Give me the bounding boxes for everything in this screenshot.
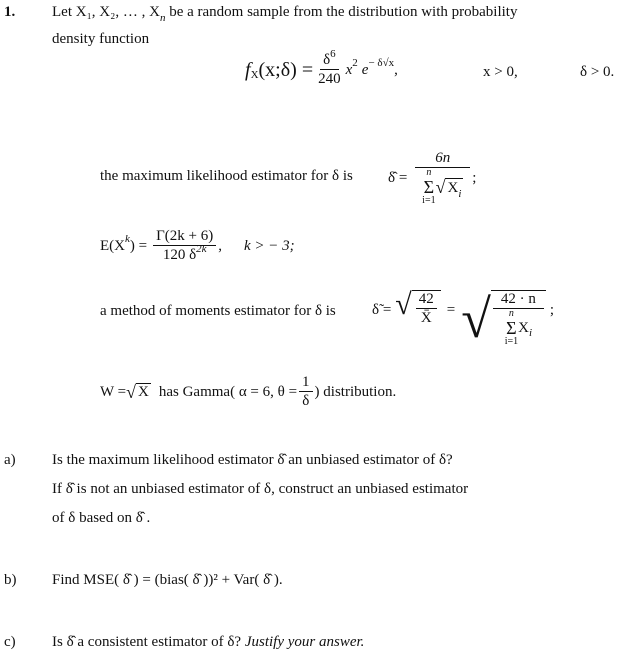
mom-sum-symbol: Σ — [506, 318, 517, 338]
part-a-line-2: If δ̂ is not an unbiased estimator of δ, construct an unbiased estimator — [52, 481, 469, 497]
mle-sqrt: √ $X_i$ — [435, 176, 462, 200]
mom-sqrt-2: √ 42 · n n Σ i=1 X i — [461, 290, 546, 349]
mle-radicand-sub: i — [458, 187, 462, 200]
mom-sum — [505, 309, 518, 347]
pdf-x: x — [345, 61, 353, 78]
intro-sample: Let X₁, X₂, … , X — [52, 4, 160, 20]
part-a-line-1: Is the maximum likelihood estimator δ̂ an unbiased estimator of δ? — [52, 452, 453, 468]
mom-sum-bottom: i=1 — [504, 336, 519, 347]
moment-lhs: E(X — [100, 237, 125, 254]
mle-text: the maximum likelihood estimator for δ is — [100, 168, 353, 184]
pdf-f-sub: X — [250, 69, 259, 82]
part-c-label: c) — [4, 634, 16, 650]
mom-f1-den: X̄ — [420, 310, 432, 327]
part-b-text: Find MSE( δ̂ ) = (bias( δ̂ ))² + Var( δ̂ ). — [52, 572, 283, 588]
mle-sum — [422, 168, 435, 206]
moment-num: Γ(2k + 6) — [153, 228, 216, 246]
moment-den-exp: 2k — [196, 243, 207, 256]
mle-end: ; — [472, 169, 477, 186]
moment-lhs-exp: k — [125, 233, 130, 246]
part-c-line — [52, 634, 364, 651]
problem-number: 1. — [4, 4, 16, 20]
mom-formula — [372, 290, 554, 349]
intro-line-2: density function — [52, 31, 150, 47]
pdf-fraction — [315, 48, 344, 88]
pdf-e: e — [361, 61, 369, 78]
mle-sum-top: n — [426, 167, 432, 179]
part-c-italic: Justify your answer. — [244, 634, 365, 650]
moment-comma: , — [218, 237, 222, 254]
gamma-sqrt: √ X — [126, 382, 149, 403]
gamma-den: δ — [302, 393, 310, 410]
pdf-num: δ — [323, 52, 331, 68]
moment-formula — [100, 228, 295, 264]
intro-sample-n: n — [159, 12, 166, 24]
moment-cond: k > − 3; — [243, 237, 295, 254]
mom-fraction-1 — [416, 291, 437, 327]
pdf-args: (x;δ) = — [258, 58, 314, 81]
gamma-line — [100, 374, 396, 410]
pdf-num-exp: 6 — [330, 48, 336, 60]
gamma-num: 1 — [299, 374, 313, 392]
mom-eq: = — [446, 302, 456, 318]
part-a-line-3: of δ based on δ̂ . — [52, 510, 151, 526]
pdf-formula — [245, 48, 398, 88]
part-c-text: Is δ̂ a consistent estimator of δ? — [52, 634, 242, 650]
gamma-theta-fraction — [299, 374, 313, 410]
gamma-sqrtx: X — [138, 384, 149, 401]
mom-radicand-sub: i — [528, 327, 533, 339]
pdf-cond-x: x > 0, — [483, 64, 518, 80]
moment-lhs-close: ) = — [129, 237, 148, 254]
pdf-x-exp: 2 — [352, 57, 358, 70]
mle-num: 6n — [415, 150, 470, 168]
pdf-den: 240 — [318, 71, 341, 88]
mom-sum-top: n — [508, 308, 514, 319]
mle-sum-bottom: i=1 — [422, 195, 436, 207]
mle-sum-symbol: Σ — [423, 177, 435, 198]
gamma-w: W = — [100, 383, 127, 400]
intro-line-1 — [52, 4, 518, 24]
mle-formula — [388, 150, 476, 206]
mle-lhs: δ̂ = — [388, 169, 408, 186]
mom-sqrt-1: √ $\frac{42}{X̄}$ — [395, 290, 440, 327]
part-a-label: a) — [4, 452, 16, 468]
mom-f2-num: 42 · n — [493, 291, 544, 309]
mom-f1-num: 42 — [416, 291, 437, 309]
mom-radicand: X — [518, 319, 529, 336]
moment-den: 120 δ — [162, 247, 197, 264]
mom-end: ; — [549, 302, 555, 318]
pdf-comma: , — [394, 61, 398, 78]
pdf-f: f — [245, 58, 251, 81]
pdf-e-exp: − δ√x — [368, 57, 395, 70]
part-b-label: b) — [4, 572, 17, 588]
pdf-cond-delta: δ > 0. — [580, 64, 615, 80]
mle-fraction — [415, 150, 470, 206]
mle-radicand: X — [447, 179, 459, 196]
gamma-has: has Gamma( α = 6, θ = — [158, 383, 298, 400]
gamma-close: ) distribution. — [314, 383, 397, 400]
mom-lhs: δ̃ = — [372, 302, 392, 318]
intro-rest: be a random sample from the distribution with probability — [169, 4, 518, 20]
mom-text: a method of moments estimator for δ is — [100, 303, 336, 319]
moment-fraction — [153, 228, 216, 264]
